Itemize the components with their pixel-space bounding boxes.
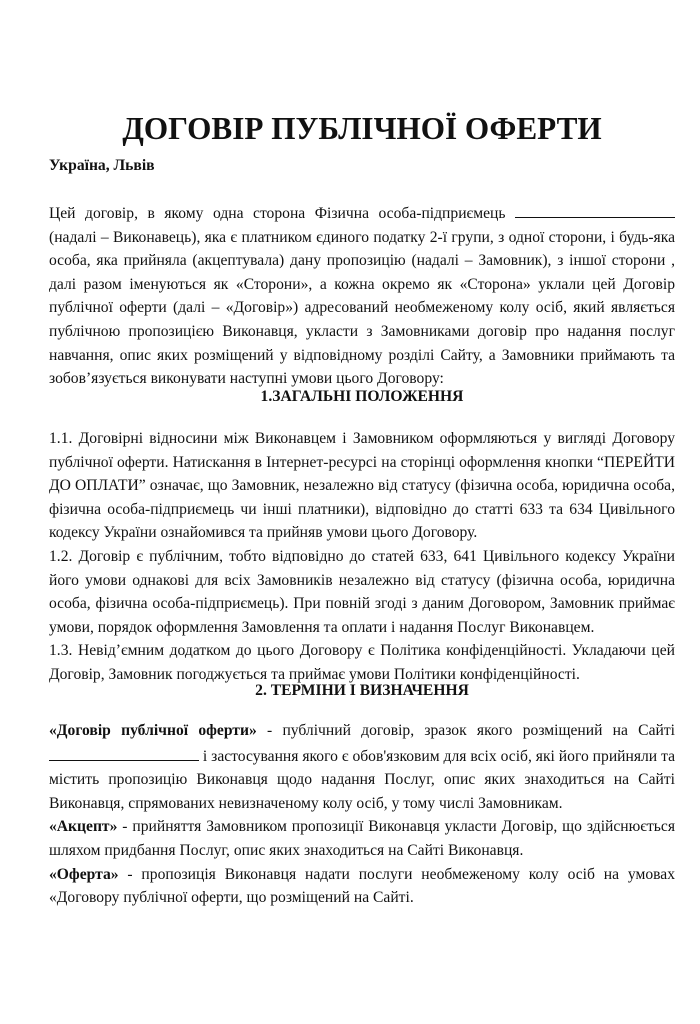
- intro-paragraph: [49, 200, 675, 391]
- term-offer: «Оферта»: [49, 865, 119, 883]
- document-content: [49, 111, 675, 907]
- term-public-offer: «Договір публічної оферти»: [49, 722, 257, 739]
- definition-public-offer-text-b: і застосування якого є обов'язковим для всіх осіб, які його прийняли та містить пропозицію Виконавця щодо надання Послуг, опис яких знаходиться на Сайті Виконавця, спрямованих невизначеному колу осіб, у тому числі Замовникам.: [49, 747, 675, 812]
- contractor-name-blank: [515, 200, 675, 218]
- section2-body: [49, 719, 675, 910]
- site-url-blank: [49, 743, 199, 761]
- clause-1-1: 1.1. Договірні відносини між Виконавцем і Замовником оформляються у вигляді Договору публічної оферти. Натискання в Інтернет-ресурсі на сторінці оформлення кнопки “ПЕРЕЙТИ ДО ОПЛАТИ” означає, що Замовник, незалежно від статусу (фізична особа, юридична особа, фізична особа-підприємець чи інші платники), відповідно до статті 633 та 634 Цивільного кодексу України ознайомився та прийняв умови цього Договору.: [49, 430, 675, 542]
- definition-public-offer-text-a: - публічний договір, зразок якого розміщений на Сайті: [256, 722, 675, 739]
- clause-1-3: 1.3. Невід’ємним додатком до цього Договору є Політика конфіденційності. Укладаючи цей Договір, Замовник погоджується та приймає умови Політики конфіденційності.: [49, 642, 675, 683]
- section1-heading: 1.ЗАГАЛЬНІ ПОЛОЖЕННЯ: [260, 388, 464, 405]
- document-location: Україна, Львів: [49, 157, 155, 174]
- document-title: ДОГОВІР ПУБЛІЧНОЇ ОФЕРТИ: [122, 111, 602, 146]
- clause-1-2: 1.2. Договір є публічним, тобто відповідно до статей 633, 641 Цивільного кодексу України його умови однакові для всіх Замовників незалежно від статусу (фізична особа, юридична особа, фізична особа-підприємець). При повній згоді з даним Договором, Замовник приймає умови, порядок оформлення Замовлення та оплати і надання Послуг Виконавцем.: [49, 547, 675, 636]
- definition-acceptance: [49, 815, 675, 862]
- intro-text-start: Цей договір, в якому одна сторона Фізична особа-підприємець: [49, 205, 506, 222]
- term-acceptance: «Акцепт»: [49, 818, 118, 836]
- section1-body: [49, 427, 675, 687]
- definition-offer-text: - пропозиція Виконавця надати послуги необмеженому колу осіб на умовах «Договору публічної оферти, що розміщений на Сайті.: [49, 865, 675, 907]
- definition-acceptance-text: - прийняття Замовником пропозиції Виконавця укласти Договір, що здійснюється шляхом придбання Послуг, опис яких знаходиться на Сайті Виконавця.: [49, 818, 675, 859]
- definition-public-offer: [49, 719, 675, 815]
- definition-offer: [49, 863, 675, 910]
- intro-text-rest: (надалі – Виконавець), яка є платником єдиного податку 2-ї групи, з одної сторони, і будь-яка особа, яка прийняла (акцептувала) дану пропозицію (надалі – Замовник), з іншої сторони , далі разом іменуються як «Сторони», а кожна окремо як «Сторона» уклали цей Договір публічної оферти (далі – «Договір») адресований необмеженому колу осіб, який являється публічною пропозицією Виконавця, укласти з Замовниками договір про надання послуг навчання, опис яких розміщений у відповідному розділі Сайту, а Замовники приймають та зобов’язується виконувати наступні умови цього Договору:: [49, 228, 675, 388]
- section2-heading: 2. ТЕРМІНИ І ВИЗНАЧЕННЯ: [255, 682, 469, 699]
